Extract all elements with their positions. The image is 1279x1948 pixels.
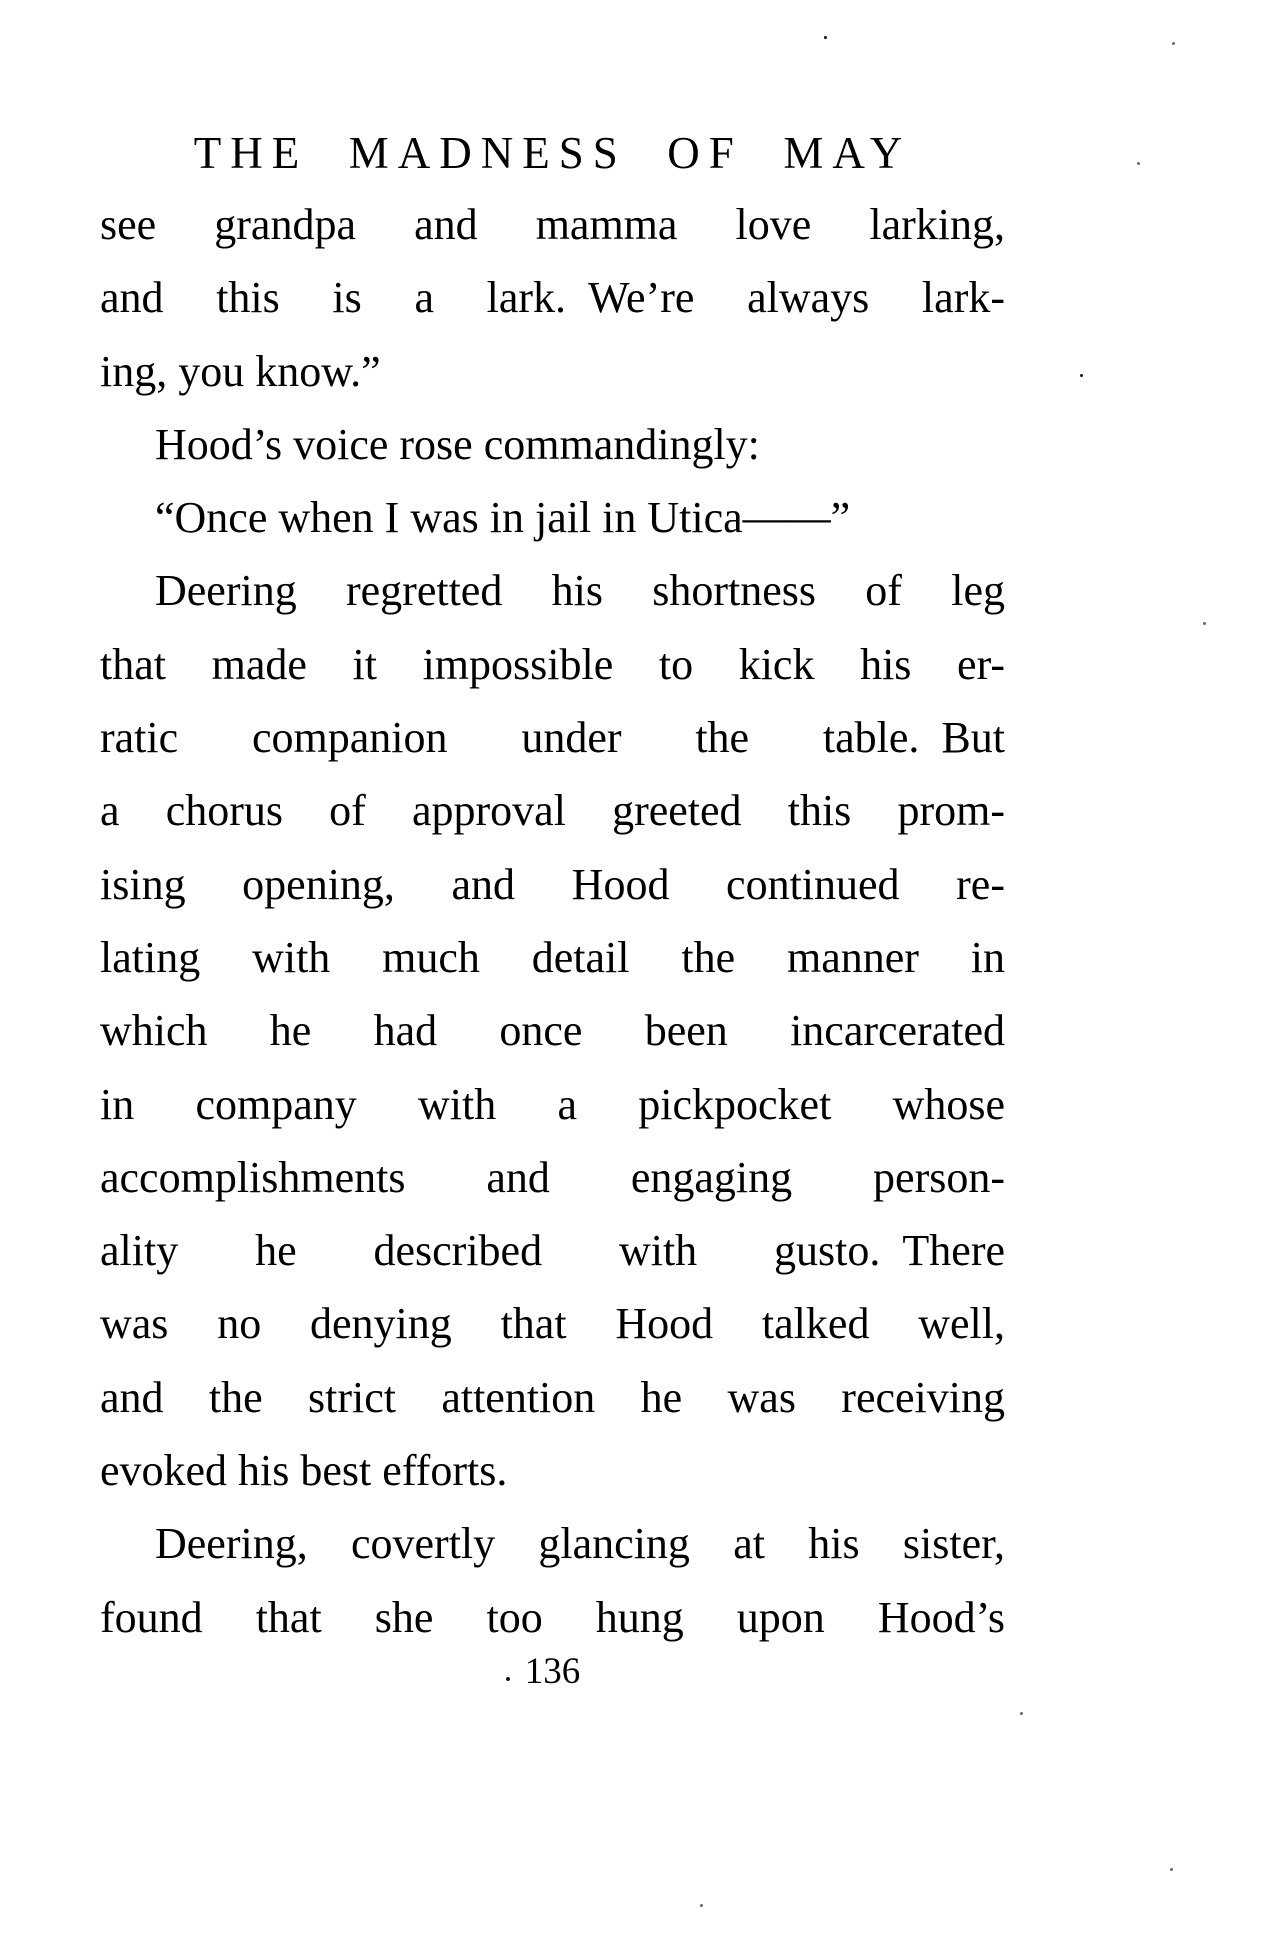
text-line: and the strict attention he was receiving [100, 1372, 1005, 1422]
text-line: ising opening, and Hood continued re- [100, 859, 1005, 909]
text-line: Deering, covertly glancing at his sister, [155, 1519, 1005, 1569]
text-line: accomplishments and engaging person- [100, 1152, 1005, 1202]
text-line: and this is a lark. We’re always lark- [100, 273, 1005, 323]
text-line: evoked his best efforts. [100, 1446, 508, 1496]
text-line: Deering regretted his shortness of leg [155, 566, 1005, 616]
scan-speck [1170, 1868, 1173, 1871]
text-line: Hood’s voice rose commandingly: [155, 419, 760, 469]
text-line: see grandpa and mamma love larking, [100, 200, 1005, 249]
text-line: in company with a pickpocket whose [100, 1079, 1005, 1129]
scan-speck [1080, 374, 1083, 377]
text-line: lating with much detail the manner in [100, 932, 1005, 982]
scan-speck [824, 36, 827, 39]
text-line: a chorus of approval greeted this prom- [100, 786, 1005, 836]
scan-speck [506, 1677, 510, 1681]
text-line: ratic companion under the table. But [100, 713, 1005, 763]
page-body [100, 188, 1005, 1654]
running-head-title: THE MADNESS OF MAY [193, 128, 912, 178]
text-line: was no denying that Hood talked well, [100, 1299, 1005, 1349]
text-line: “Once when I was in jail in Utica——” [155, 493, 851, 543]
text-line: that made it impossible to kick his er- [100, 639, 1005, 689]
text-line: found that she too hung upon Hood’s [100, 1592, 1005, 1642]
text-line: which he had once been incarcerated [100, 1006, 1005, 1056]
scan-speck [1137, 162, 1140, 165]
scan-speck [700, 1904, 703, 1907]
page-number: 136 [524, 1651, 581, 1692]
scan-speck [1203, 622, 1206, 625]
text-line: ality he described with gusto. There [100, 1226, 1005, 1276]
text-line: ing, you know.” [100, 346, 381, 396]
scan-speck [1020, 1712, 1023, 1715]
scan-speck [1172, 42, 1175, 45]
